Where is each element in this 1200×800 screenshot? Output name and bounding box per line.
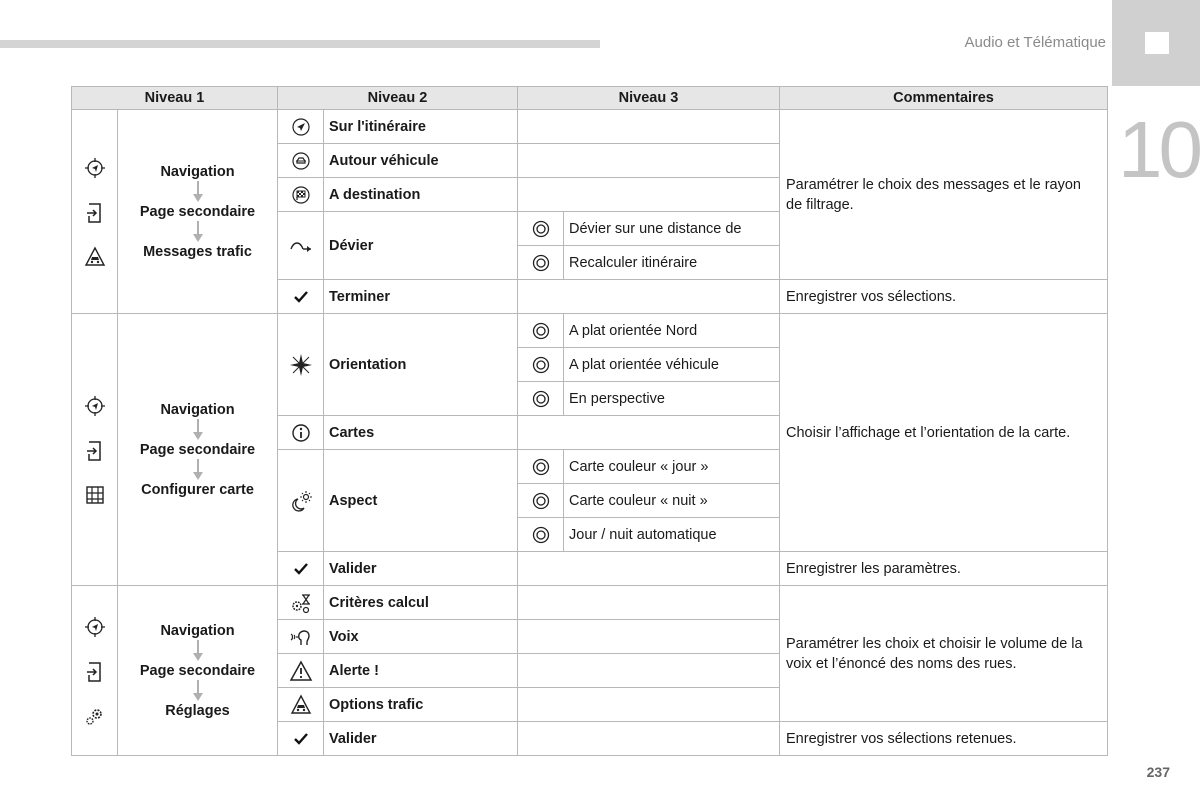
header-comments: Commentaires: [780, 87, 1108, 110]
calculation-criteria-icon: [278, 586, 324, 620]
page-secondary-icon: [85, 661, 105, 683]
destination-flag-icon: [278, 178, 324, 212]
level3-label[interactable]: Carte couleur « jour »: [564, 450, 780, 484]
level1-step: Navigation: [160, 401, 235, 418]
level3-label[interactable]: En perspective: [564, 382, 780, 416]
settings-gears-icon: [84, 705, 106, 727]
final-comment-cell: Enregistrer les paramètres.: [780, 552, 1108, 586]
radio-option-icon[interactable]: [518, 484, 564, 518]
level2-label[interactable]: Orientation: [324, 314, 518, 416]
level1-path: [118, 163, 277, 261]
level3-label[interactable]: Recalculer itinéraire: [564, 246, 780, 280]
traffic-messages-icon: [84, 246, 106, 268]
level1-path-cell: [118, 314, 278, 586]
down-arrow-icon: [193, 680, 203, 702]
level2-label[interactable]: A destination: [324, 178, 518, 212]
warning-triangle-icon: [278, 654, 324, 688]
on-route-icon: [278, 110, 324, 144]
level1-step: Configurer carte: [141, 481, 254, 498]
level1-step: Réglages: [165, 702, 230, 719]
detour-icon: [278, 212, 324, 280]
radio-option-icon[interactable]: [518, 348, 564, 382]
compass-rose-icon: [278, 314, 324, 416]
map-grid-icon: [84, 484, 106, 506]
level2-label[interactable]: Options trafic: [324, 688, 518, 722]
menu-table: [71, 86, 1108, 756]
level1-icons-cell: [72, 110, 118, 314]
header-level3: Niveau 3: [518, 87, 780, 110]
radio-option-icon[interactable]: [518, 518, 564, 552]
page-secondary-icon: [85, 440, 105, 462]
level1-icons-cell: [72, 314, 118, 586]
around-vehicle-icon: [278, 144, 324, 178]
radio-option-icon[interactable]: [518, 212, 564, 246]
level2-label[interactable]: Terminer: [324, 280, 518, 314]
page-number: 237: [1146, 764, 1170, 780]
level2-label[interactable]: Dévier: [324, 212, 518, 280]
level2-label[interactable]: Valider: [324, 722, 518, 756]
radio-option-icon[interactable]: [518, 314, 564, 348]
navigation-icon: [83, 615, 107, 639]
level3-label[interactable]: Carte couleur « nuit »: [564, 484, 780, 518]
level3-empty: [518, 178, 780, 212]
level3-label[interactable]: Jour / nuit automatique: [564, 518, 780, 552]
level3-empty: [518, 552, 780, 586]
level3-label[interactable]: A plat orientée Nord: [564, 314, 780, 348]
final-comment-cell: Enregistrer vos sélections.: [780, 280, 1108, 314]
level3-empty: [518, 280, 780, 314]
check-icon: [278, 552, 324, 586]
header-row: [72, 87, 1108, 110]
level3-empty: [518, 688, 780, 722]
comment-cell: Choisir l’affichage et l’orientation de la carte.: [780, 314, 1108, 552]
level2-label[interactable]: Valider: [324, 552, 518, 586]
level3-empty: [518, 586, 780, 620]
page-secondary-icon: [85, 202, 105, 224]
check-icon: [278, 280, 324, 314]
chapter-number: 10: [1118, 105, 1199, 194]
table-row: [72, 314, 1108, 348]
day-night-icon: [278, 450, 324, 552]
level2-label[interactable]: Critères calcul: [324, 586, 518, 620]
info-icon: [278, 416, 324, 450]
level3-empty: [518, 110, 780, 144]
down-arrow-icon: [193, 221, 203, 243]
radio-option-icon[interactable]: [518, 450, 564, 484]
level1-step: Messages trafic: [143, 243, 252, 260]
header-level1: Niveau 1: [72, 87, 278, 110]
level1-icon-stack: [72, 615, 117, 727]
level2-label[interactable]: Cartes: [324, 416, 518, 450]
level3-empty: [518, 654, 780, 688]
top-rule: [0, 40, 600, 48]
level1-path: [118, 401, 277, 499]
level2-label[interactable]: Alerte !: [324, 654, 518, 688]
level3-empty: [518, 416, 780, 450]
voice-icon: [278, 620, 324, 654]
level2-label[interactable]: Voix: [324, 620, 518, 654]
header-level2: Niveau 2: [278, 87, 518, 110]
level1-step: Navigation: [160, 622, 235, 639]
level3-label[interactable]: Dévier sur une distance de: [564, 212, 780, 246]
level3-label[interactable]: A plat orientée véhicule: [564, 348, 780, 382]
chapter-tab-square: [1145, 32, 1169, 54]
level2-label[interactable]: Aspect: [324, 450, 518, 552]
section-title: Audio et Télématique: [964, 34, 1106, 51]
down-arrow-icon: [193, 640, 203, 662]
comment-cell: Paramétrer les choix et choisir le volume de la voix et l’énoncé des noms des rues.: [780, 586, 1108, 722]
down-arrow-icon: [193, 459, 203, 481]
down-arrow-icon: [193, 419, 203, 441]
level1-icon-stack: [72, 394, 117, 506]
check-icon: [278, 722, 324, 756]
radio-option-icon[interactable]: [518, 382, 564, 416]
final-comment-cell: Enregistrer vos sélections retenues.: [780, 722, 1108, 756]
radio-option-icon[interactable]: [518, 246, 564, 280]
navigation-icon: [83, 156, 107, 180]
level1-step: Page secondaire: [139, 662, 256, 679]
level1-step: Page secondaire: [139, 441, 256, 458]
navigation-icon: [83, 394, 107, 418]
level1-path: [118, 622, 277, 720]
comment-cell: Paramétrer le choix des messages et le rayon de filtrage.: [780, 110, 1108, 280]
level2-label[interactable]: Sur l'itinéraire: [324, 110, 518, 144]
table-row: [72, 110, 1108, 144]
level3-empty: [518, 722, 780, 756]
level3-empty: [518, 144, 780, 178]
level1-path-cell: [118, 586, 278, 756]
table-row: [72, 586, 1108, 620]
level1-step: Page secondaire: [139, 203, 256, 220]
traffic-options-icon: [278, 688, 324, 722]
level2-label[interactable]: Autour véhicule: [324, 144, 518, 178]
level1-icon-stack: [72, 156, 117, 268]
level1-path-cell: [118, 110, 278, 314]
level3-empty: [518, 620, 780, 654]
level1-step: Navigation: [160, 163, 235, 180]
level1-icons-cell: [72, 586, 118, 756]
down-arrow-icon: [193, 181, 203, 203]
